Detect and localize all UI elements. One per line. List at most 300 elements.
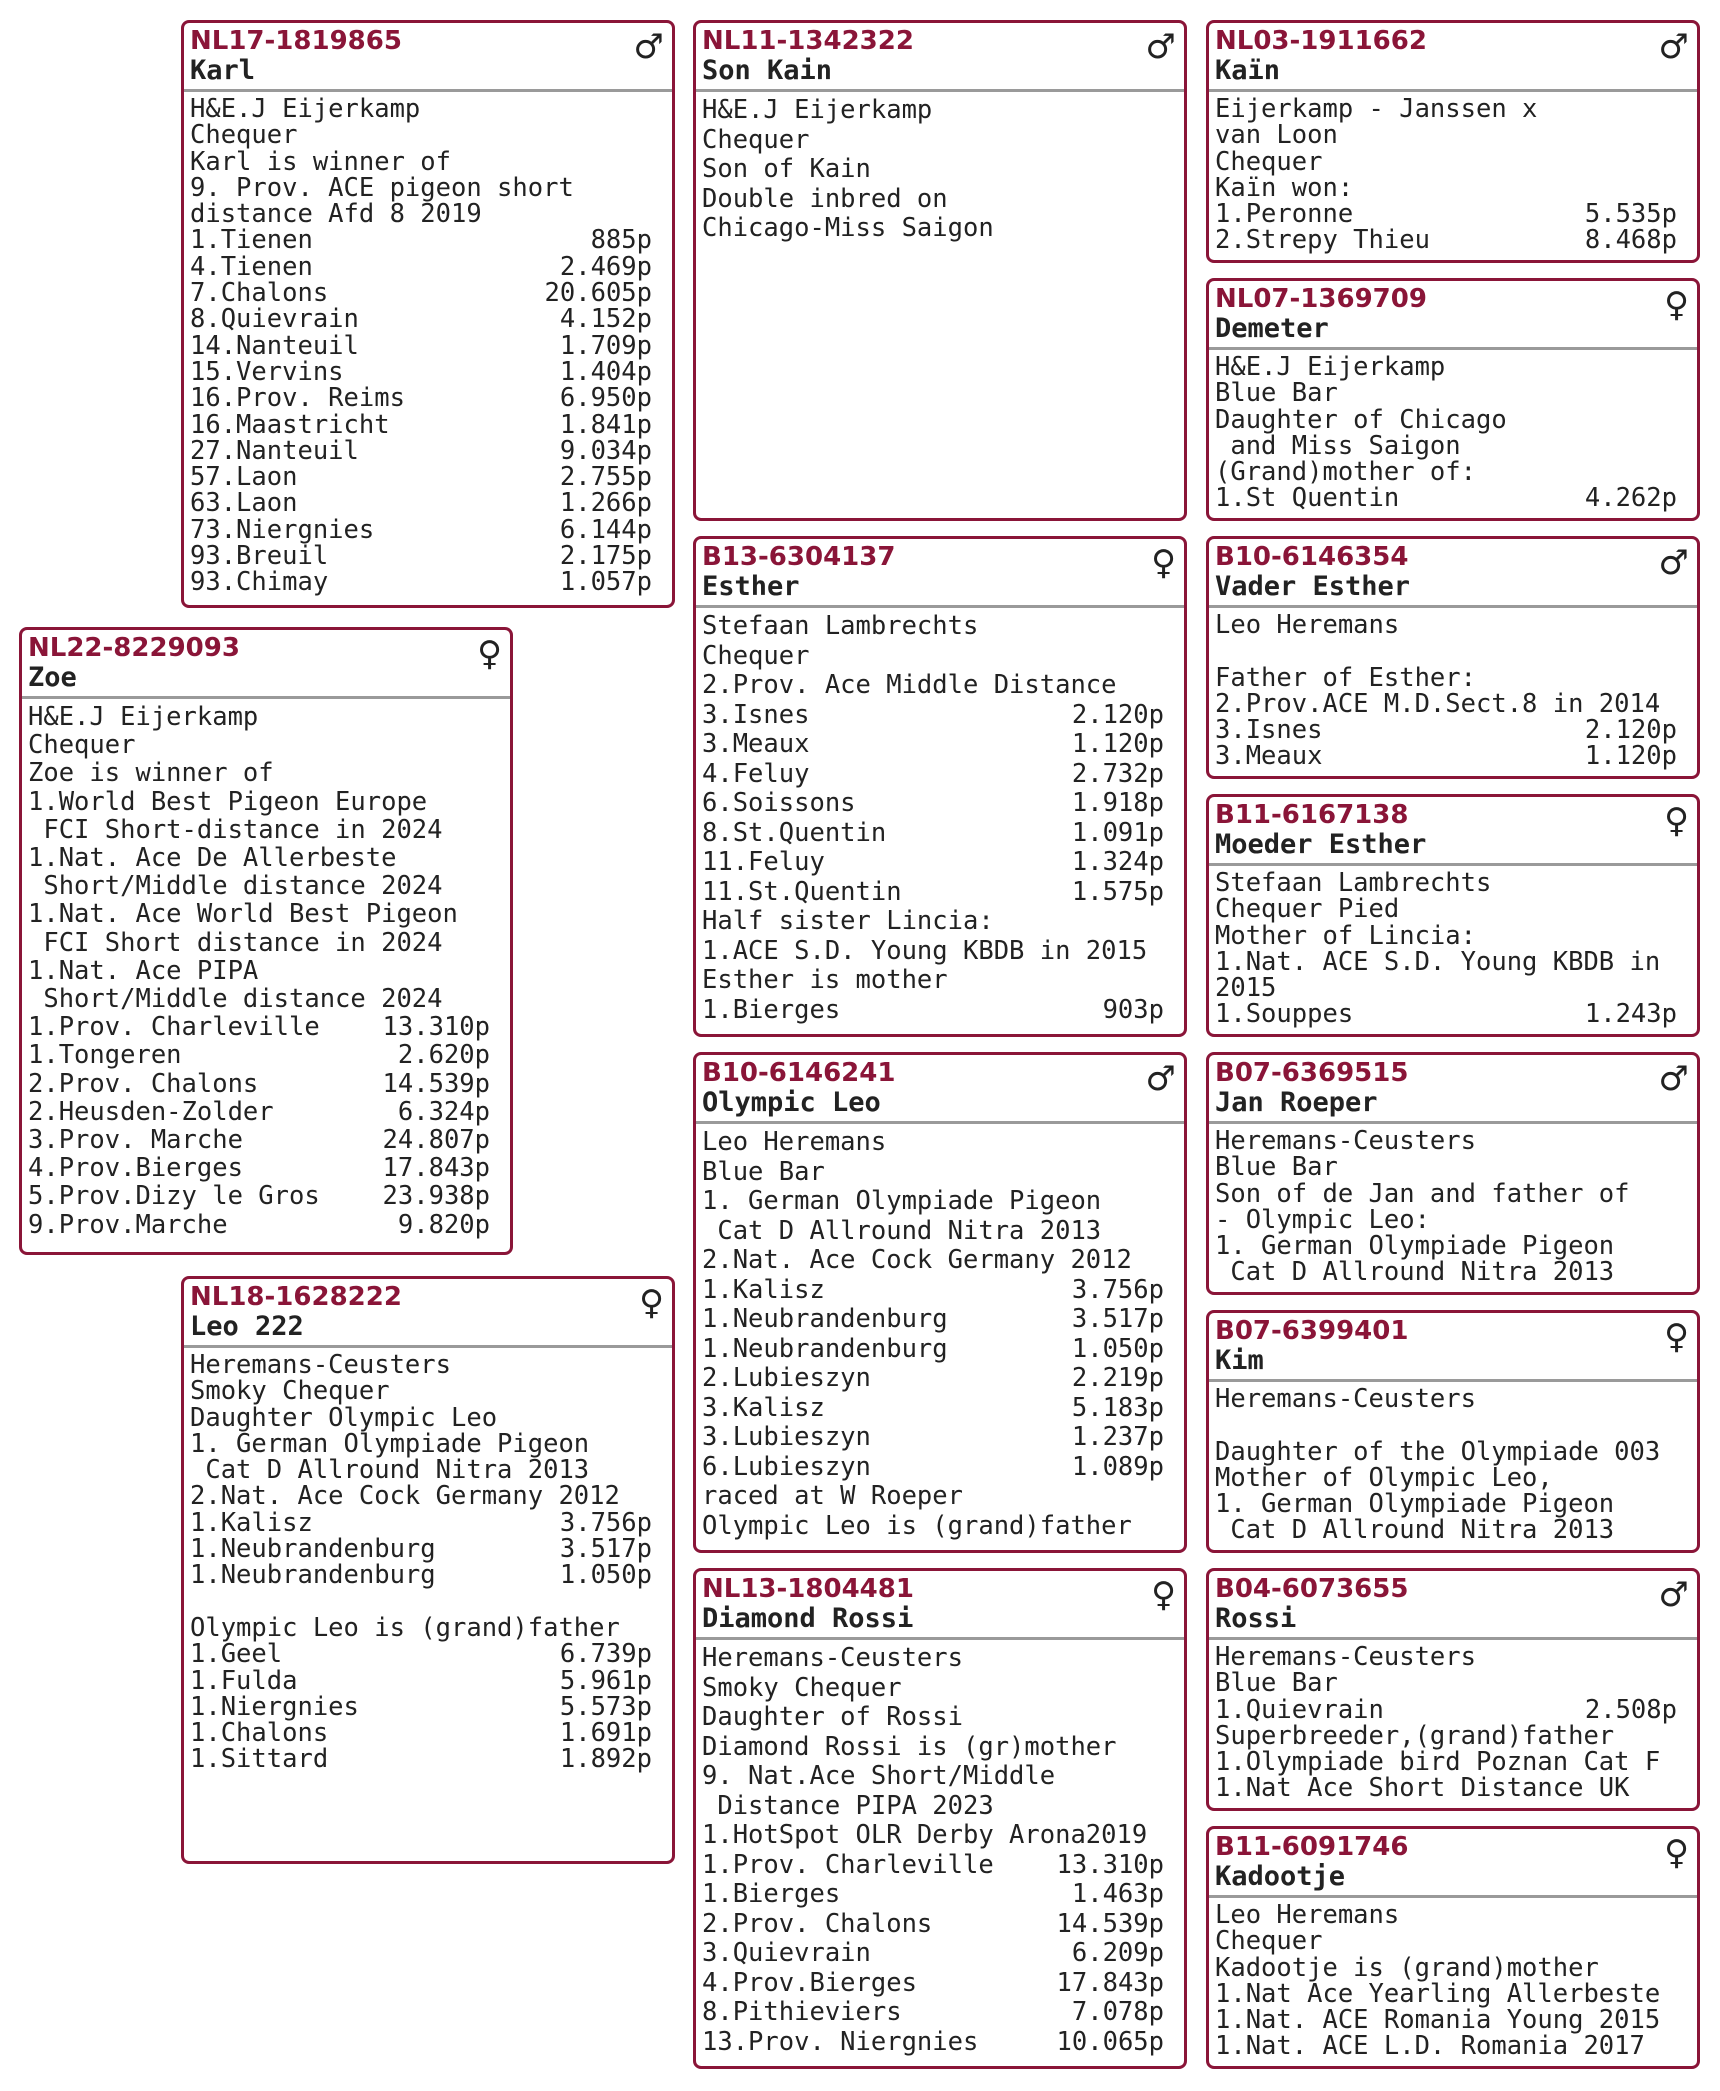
card-header xyxy=(1209,1313,1697,1382)
race-result: 16.Prov. Reims xyxy=(190,383,405,414)
female-symbol-icon: ♀ xyxy=(1664,1317,1689,1357)
info-line xyxy=(1215,946,1677,977)
info-line xyxy=(190,1612,652,1643)
card-body xyxy=(1209,1640,1697,1802)
info-line xyxy=(28,788,490,816)
info-text: Chequer xyxy=(702,640,810,671)
info-text: Heremans-Ceusters xyxy=(1215,1384,1476,1414)
info-text: H&E.J Eijerkamp xyxy=(190,94,421,124)
result-row xyxy=(702,730,1164,760)
race-result: 3.Lubieszyn xyxy=(702,1422,871,1452)
male-symbol-icon: ♂ xyxy=(1145,27,1176,67)
info-text: 1.Nat. ACE S.D. Young KBDB in xyxy=(1215,946,1661,977)
info-text: Chequer Pied xyxy=(1215,894,1400,925)
info-line xyxy=(190,1481,652,1512)
info-line xyxy=(702,1792,1164,1822)
result-row xyxy=(28,1211,490,1239)
info-text: Leo Heremans xyxy=(1215,1900,1400,1930)
result-row xyxy=(702,1394,1164,1424)
result-points: 1.050p xyxy=(559,1560,652,1591)
ring-number: B07-6399401 xyxy=(1215,1316,1409,1346)
info-text: van Loon xyxy=(1215,120,1338,151)
card-body xyxy=(1209,866,1697,1028)
male-symbol-icon: ♂ xyxy=(633,27,664,67)
info-line xyxy=(702,1187,1164,1217)
result-points: 5.183p xyxy=(1071,1392,1164,1423)
result-row xyxy=(702,701,1164,731)
race-result: 8.St.Quentin xyxy=(702,817,887,848)
info-line xyxy=(1215,1668,1677,1699)
pigeon-name: Rossi xyxy=(1215,1603,1297,1634)
info-text: Esther is mother xyxy=(702,965,948,995)
info-line xyxy=(1215,662,1677,693)
result-points: 2.120p xyxy=(1071,699,1164,730)
result-points: 1.120p xyxy=(1584,741,1677,772)
result-points: 9.820p xyxy=(397,1209,490,1240)
result-points: 13.310p xyxy=(1056,1849,1164,1880)
race-result: 4.Prov.Bierges xyxy=(702,1967,917,1998)
result-row xyxy=(190,356,652,387)
ring-number: NL13-1804481 xyxy=(702,1574,914,1604)
info-text: Chequer xyxy=(1215,146,1323,177)
result-points: 1.918p xyxy=(1071,788,1164,818)
male-symbol-icon: ♂ xyxy=(1658,1059,1689,1099)
card-header xyxy=(1209,1829,1697,1898)
race-result: 16.Maastricht xyxy=(190,409,390,440)
info-line xyxy=(1215,688,1677,719)
result-points: 1.057p xyxy=(559,567,652,598)
info-line xyxy=(702,1644,1164,1674)
info-text: 1.Nat. Ace PIPA xyxy=(28,955,259,986)
female-symbol-icon: ♀ xyxy=(1664,801,1689,841)
info-text: Karl is winner of xyxy=(190,146,451,177)
race-result: 11.St.Quentin xyxy=(702,876,902,907)
info-line xyxy=(190,96,652,122)
result-row xyxy=(702,1364,1164,1394)
pedigree-card-jan-roeper xyxy=(1206,1052,1700,1295)
info-line xyxy=(702,966,1164,996)
info-line xyxy=(1215,1773,1677,1804)
info-text xyxy=(1215,638,1230,664)
info-line xyxy=(28,703,490,731)
card-body xyxy=(696,1124,1184,1541)
result-row xyxy=(190,1507,652,1538)
card-body xyxy=(184,92,672,596)
info-text: Chequer xyxy=(190,120,298,151)
info-text: Blue Bar xyxy=(702,1156,825,1187)
info-text: Blue Bar xyxy=(1215,378,1338,409)
pigeon-name: Demeter xyxy=(1215,313,1329,344)
result-row xyxy=(1215,715,1677,746)
info-text: 1.Olympiade bird Poznan Cat F xyxy=(1215,1747,1661,1778)
info-line xyxy=(1215,2005,1677,2036)
result-points: 14.539p xyxy=(382,1068,490,1099)
info-text: Smoky Chequer xyxy=(702,1672,902,1703)
card-header xyxy=(696,539,1184,608)
info-line xyxy=(1215,2031,1677,2062)
info-text: Olympic Leo is (grand)father xyxy=(702,1510,1132,1541)
info-line xyxy=(702,1703,1164,1733)
pedigree-card-kain xyxy=(1206,20,1700,263)
race-result: 14.Nanteuil xyxy=(190,330,359,361)
pedigree-card-esther xyxy=(693,536,1187,1037)
male-symbol-icon: ♂ xyxy=(1658,543,1689,583)
info-text: Stefaan Lambrechts xyxy=(702,611,979,641)
info-text: Chequer xyxy=(28,730,136,761)
ring-number: B10-6146241 xyxy=(702,1058,896,1088)
result-points: 6.324p xyxy=(397,1096,490,1127)
result-points: 1.841p xyxy=(559,409,652,440)
result-points: 1.120p xyxy=(1071,729,1164,759)
card-header xyxy=(184,1279,672,1348)
result-points: 1.243p xyxy=(1584,999,1677,1030)
info-line xyxy=(1215,1720,1677,1751)
result-points: 5.961p xyxy=(559,1665,652,1696)
info-line xyxy=(1215,1178,1677,1209)
race-result: 6.Lubieszyn xyxy=(702,1451,871,1482)
result-points: 17.843p xyxy=(382,1153,490,1184)
info-text: Father of Esther: xyxy=(1215,662,1476,693)
info-line xyxy=(702,1733,1164,1763)
result-row xyxy=(702,1939,1164,1969)
result-row xyxy=(190,435,652,466)
result-points: 2.219p xyxy=(1071,1363,1164,1393)
info-line xyxy=(1215,1386,1677,1412)
ring-number: NL11-1342322 xyxy=(702,26,914,56)
card-body xyxy=(1209,1124,1697,1286)
pigeon-name: Vader Esther xyxy=(1215,571,1411,602)
info-line xyxy=(702,1246,1164,1276)
info-text: 1.Nat. ACE L.D. Romania 2017 xyxy=(1215,2031,1645,2062)
result-points: 1.892p xyxy=(559,1744,652,1775)
card-header xyxy=(1209,1571,1697,1640)
info-text: H&E.J Eijerkamp xyxy=(702,95,933,125)
result-row xyxy=(190,278,652,309)
info-line xyxy=(1215,1978,1677,2009)
race-result: 2.Lubieszyn xyxy=(702,1363,871,1393)
race-result: 1.Tienen xyxy=(190,225,313,256)
info-text: Leo Heremans xyxy=(702,1127,887,1157)
race-result: 11.Feluy xyxy=(702,847,825,877)
race-result: 57.Laon xyxy=(190,462,298,493)
race-result: 1.Prov. Charleville xyxy=(702,1849,994,1880)
info-text: Son of Kain xyxy=(702,154,871,184)
info-text: FCI Short-distance in 2024 xyxy=(28,814,443,845)
race-result: 8.Quievrain xyxy=(190,304,359,335)
info-line xyxy=(702,214,1164,244)
pigeon-name: Son Kain xyxy=(702,55,833,86)
result-points: 4.152p xyxy=(559,304,652,335)
info-line xyxy=(702,937,1164,967)
result-points: 1.709p xyxy=(559,330,652,361)
info-text: Mother of Lincia: xyxy=(1215,920,1476,951)
card-body xyxy=(1209,350,1697,512)
pigeon-name: Esther xyxy=(702,571,800,602)
info-text: H&E.J Eijerkamp xyxy=(1215,352,1446,382)
result-row xyxy=(28,1098,490,1126)
pigeon-name: Olympic Leo xyxy=(702,1087,881,1118)
info-text: Chequer xyxy=(1215,1926,1323,1957)
info-text: Double inbred on xyxy=(702,183,948,214)
info-line xyxy=(190,1428,652,1459)
result-points: 8.468p xyxy=(1584,225,1677,256)
info-line xyxy=(1215,146,1677,177)
result-row xyxy=(702,1880,1164,1910)
ring-number: B11-6091746 xyxy=(1215,1832,1409,1862)
info-line xyxy=(1215,1412,1677,1438)
info-text: 1. German Olympiade Pigeon xyxy=(1215,1231,1615,1262)
pedigree-card-karl xyxy=(181,20,675,608)
result-points: 2.732p xyxy=(1071,758,1164,789)
ring-number: NL22-8229093 xyxy=(28,633,240,663)
race-result: 9.Prov.Marche xyxy=(28,1209,228,1240)
race-result: 1.Bierges xyxy=(702,1879,841,1909)
pedigree-card-kim xyxy=(1206,1310,1700,1553)
info-line xyxy=(702,1158,1164,1188)
info-line xyxy=(190,1402,652,1433)
result-points: 2.755p xyxy=(559,462,652,493)
info-text: (Grand)mother of: xyxy=(1215,457,1476,488)
result-row xyxy=(190,567,652,598)
result-points: 24.807p xyxy=(382,1125,490,1156)
female-symbol-icon: ♀ xyxy=(477,634,502,674)
info-text: Daughter of Rossi xyxy=(702,1702,963,1732)
info-line xyxy=(1215,404,1677,435)
info-line xyxy=(1215,870,1677,896)
info-text: and Miss Saigon xyxy=(1215,430,1461,461)
result-row xyxy=(28,1041,490,1069)
info-line xyxy=(702,907,1164,937)
info-line xyxy=(1215,354,1677,380)
info-line xyxy=(190,1589,652,1615)
info-text: Daughter of the Olympiade 003 xyxy=(1215,1436,1661,1467)
info-line xyxy=(190,146,652,177)
race-result: 73.Niergnies xyxy=(190,514,375,545)
pedigree-card-moeder-esther xyxy=(1206,794,1700,1037)
race-result: 1.Souppes xyxy=(1215,999,1354,1030)
info-text: Kaïn won: xyxy=(1215,172,1354,203)
result-points: 1.575p xyxy=(1071,876,1164,907)
race-result: 3.Quievrain xyxy=(702,1938,871,1968)
result-points: 20.605p xyxy=(544,278,652,309)
result-points: 6.144p xyxy=(559,514,652,545)
info-line xyxy=(1215,638,1677,664)
pedigree-card-diamond-rossi xyxy=(693,1568,1187,2069)
info-line xyxy=(702,96,1164,126)
result-row xyxy=(702,1305,1164,1335)
info-line xyxy=(28,816,490,844)
info-text: Superbreeder,(grand)father xyxy=(1215,1720,1615,1751)
race-result: 3.Meaux xyxy=(1215,741,1323,772)
race-result: 93.Breuil xyxy=(190,541,329,572)
pedigree-card-rossi xyxy=(1206,1568,1700,1811)
info-text: Heremans-Ceusters xyxy=(702,1643,963,1673)
race-result: 63.Laon xyxy=(190,488,298,519)
pedigree-card-vader-esther xyxy=(1206,536,1700,779)
pigeon-name: Kadootje xyxy=(1215,1861,1346,1892)
info-line xyxy=(1215,1489,1677,1520)
male-symbol-icon: ♂ xyxy=(1658,27,1689,67)
result-points: 2.508p xyxy=(1584,1694,1677,1725)
race-result: 1.Fulda xyxy=(190,1665,298,1696)
info-line xyxy=(190,1352,652,1378)
race-result: 15.Vervins xyxy=(190,356,344,387)
race-result: 1.Bierges xyxy=(702,994,841,1025)
result-row xyxy=(1215,999,1677,1030)
info-line xyxy=(1215,1926,1677,1957)
result-points: 1.266p xyxy=(559,488,652,519)
result-points: 2.120p xyxy=(1584,715,1677,746)
card-body xyxy=(1209,1382,1697,1544)
card-body xyxy=(696,608,1184,1025)
result-row xyxy=(190,251,652,282)
race-result: 1.Tongeren xyxy=(28,1040,182,1071)
female-symbol-icon: ♀ xyxy=(1151,1575,1176,1615)
result-row xyxy=(1215,483,1677,514)
info-text: Leo Heremans xyxy=(1215,610,1400,640)
card-header xyxy=(696,1571,1184,1640)
result-row xyxy=(190,541,652,572)
info-line xyxy=(28,985,490,1013)
result-row xyxy=(190,409,652,440)
race-result: 13.Prov. Niergnies xyxy=(702,2026,979,2057)
male-symbol-icon: ♂ xyxy=(1145,1059,1176,1099)
result-row xyxy=(702,819,1164,849)
result-row xyxy=(1215,1694,1677,1725)
info-text: raced at W Roeper xyxy=(702,1481,963,1511)
race-result: 1.Chalons xyxy=(190,1718,329,1749)
info-text: - Olympic Leo: xyxy=(1215,1204,1430,1235)
info-line xyxy=(1215,973,1677,1004)
info-text: Daughter Olympic Leo xyxy=(190,1402,498,1433)
info-text: 2.Nat. Ace Cock Germany 2012 xyxy=(702,1245,1132,1275)
result-row xyxy=(190,1691,652,1722)
pigeon-name: Leo 222 xyxy=(190,1311,304,1342)
race-result: 1.Neubrandenburg xyxy=(190,1560,436,1591)
ring-number: NL07-1369709 xyxy=(1215,284,1427,314)
card-header xyxy=(696,1055,1184,1124)
race-result: 1.Neubrandenburg xyxy=(190,1534,436,1565)
result-points: 13.310p xyxy=(382,1012,490,1043)
card-header xyxy=(1209,797,1697,866)
info-text: Heremans-Ceusters xyxy=(190,1350,451,1380)
result-row xyxy=(190,304,652,335)
result-row xyxy=(190,1665,652,1696)
pigeon-name: Jan Roeper xyxy=(1215,1087,1378,1118)
pedigree-card-demeter xyxy=(1206,278,1700,521)
race-result: 1.Peronne xyxy=(1215,199,1354,230)
card-body xyxy=(22,699,510,1239)
ring-number: B10-6146354 xyxy=(1215,542,1409,572)
info-text: Heremans-Ceusters xyxy=(1215,1126,1476,1156)
result-row xyxy=(702,1851,1164,1881)
info-text: 1.Nat. Ace De Allerbeste xyxy=(28,843,397,874)
result-points: 6.950p xyxy=(559,383,652,414)
result-row xyxy=(28,1126,490,1154)
result-row xyxy=(702,878,1164,908)
race-result: 1.Niergnies xyxy=(190,1691,359,1722)
info-line xyxy=(190,1455,652,1486)
info-line xyxy=(28,759,490,787)
pigeon-name: Kaïn xyxy=(1215,55,1281,86)
info-text: 2.Prov. Ace Middle Distance xyxy=(702,670,1117,700)
race-result: 4.Tienen xyxy=(190,251,313,282)
race-result: 1.Geel xyxy=(190,1639,283,1670)
result-points: 6.739p xyxy=(559,1639,652,1670)
race-result: 3.Isnes xyxy=(1215,715,1323,746)
info-text: 1.ACE S.D. Young KBDB in 2015 xyxy=(702,935,1148,966)
info-text xyxy=(190,1589,205,1615)
info-line xyxy=(28,731,490,759)
result-row xyxy=(702,1276,1164,1306)
info-text: 1.Nat. ACE Romania Young 2015 xyxy=(1215,2005,1661,2036)
info-line xyxy=(702,642,1164,672)
info-line xyxy=(1215,1231,1677,1262)
result-row xyxy=(28,1013,490,1041)
race-result: 4.Feluy xyxy=(702,758,810,789)
info-text xyxy=(1215,1412,1230,1438)
info-line xyxy=(702,126,1164,156)
race-result: 1.Prov. Charleville xyxy=(28,1012,320,1043)
info-text: Cat D Allround Nitra 2013 xyxy=(702,1215,1102,1246)
result-points: 3.517p xyxy=(1071,1304,1164,1334)
card-body xyxy=(1209,608,1697,770)
info-line xyxy=(1215,894,1677,925)
race-result: 7.Chalons xyxy=(190,278,329,309)
info-line xyxy=(1215,1952,1677,1983)
info-text: Heremans-Ceusters xyxy=(1215,1642,1476,1672)
result-row xyxy=(28,1154,490,1182)
race-result: 3.Isnes xyxy=(702,699,810,730)
result-points: 23.938p xyxy=(382,1181,490,1212)
result-points: 6.209p xyxy=(1071,1938,1164,1968)
result-points: 885p xyxy=(590,225,652,256)
info-text: Cat D Allround Nitra 2013 xyxy=(190,1455,590,1486)
result-points: 1.237p xyxy=(1071,1422,1164,1452)
result-row xyxy=(190,330,652,361)
pigeon-name: Moeder Esther xyxy=(1215,829,1427,860)
result-points: 2.620p xyxy=(397,1040,490,1071)
info-line xyxy=(1215,1257,1677,1288)
race-result: 1.Neubrandenburg xyxy=(702,1333,948,1364)
info-line xyxy=(702,612,1164,642)
race-result: 1.Sittard xyxy=(190,1744,329,1775)
result-row xyxy=(190,1534,652,1565)
info-text: Short/Middle distance 2024 xyxy=(28,984,443,1015)
race-result: 8.Pithieviers xyxy=(702,1997,902,2027)
info-text: Diamond Rossi is (gr)mother xyxy=(702,1731,1117,1762)
info-text: 9. Prov. ACE pigeon short xyxy=(190,172,574,203)
result-row xyxy=(702,2028,1164,2058)
info-text: Distance PIPA 2023 xyxy=(702,1790,994,1821)
pedigree-card-zoe xyxy=(19,627,513,1255)
pedigree-card-olympic-leo xyxy=(693,1052,1187,1553)
result-row xyxy=(190,1560,652,1591)
info-text: Zoe is winner of xyxy=(28,758,274,789)
info-line xyxy=(190,199,652,230)
info-text: Kadootje is (grand)mother xyxy=(1215,1952,1599,1983)
info-line xyxy=(702,671,1164,701)
result-points: 2.469p xyxy=(559,251,652,282)
info-text: H&E.J Eijerkamp xyxy=(28,702,259,732)
result-points: 1.404p xyxy=(559,356,652,387)
card-body xyxy=(184,1348,672,1773)
info-line xyxy=(190,172,652,203)
result-row xyxy=(702,760,1164,790)
result-points: 2.175p xyxy=(559,541,652,572)
info-line xyxy=(702,1217,1164,1247)
info-text: 1.Nat Ace Short Distance UK xyxy=(1215,1773,1630,1804)
